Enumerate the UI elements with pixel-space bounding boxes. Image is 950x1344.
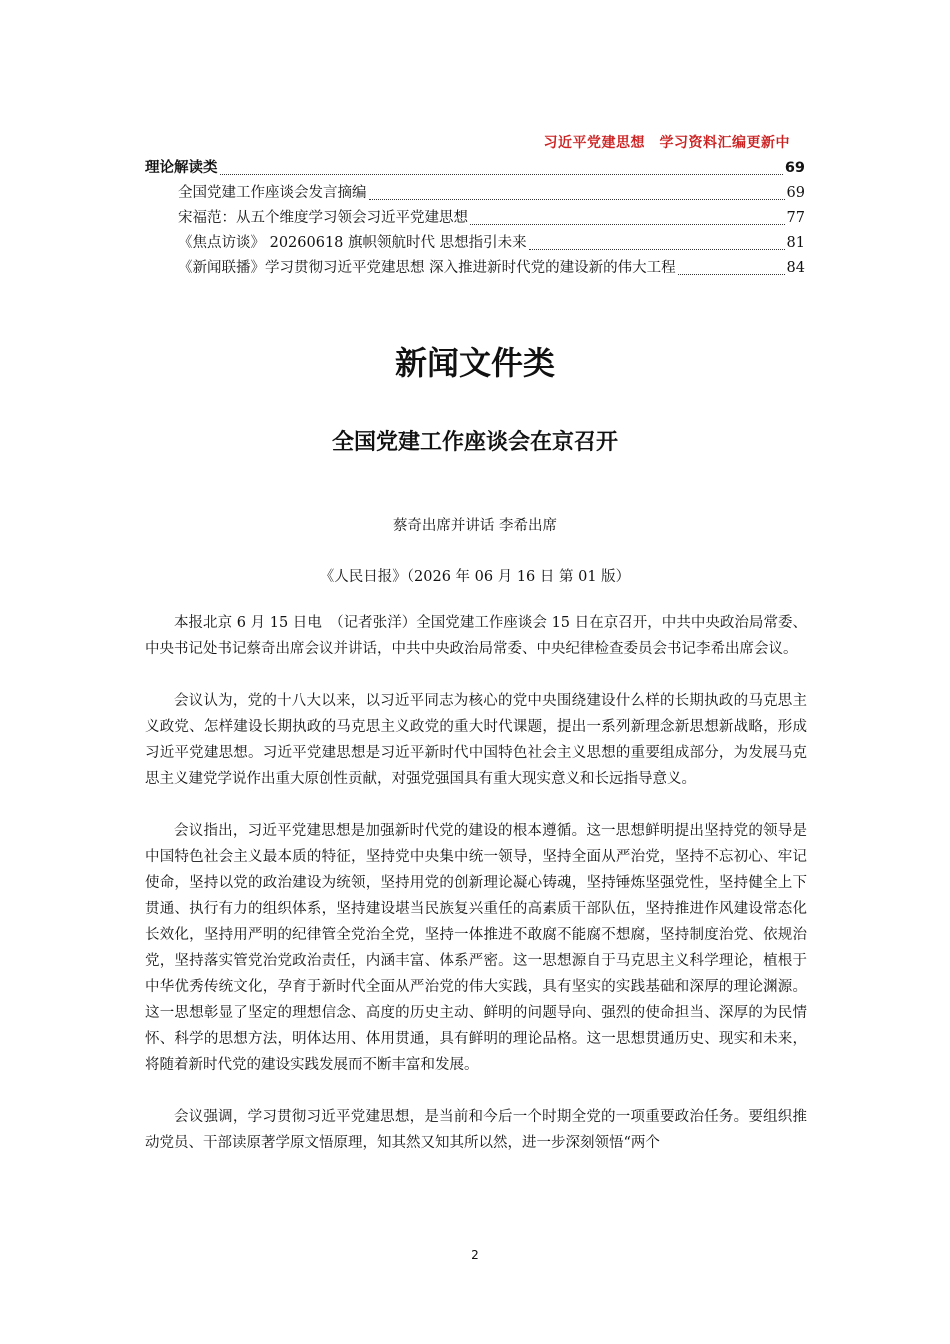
paragraph: 会议认为，党的十八大以来，以习近平同志为核心的党中央围绕建设什么样的长期执政的马克思主义政党、怎样建设长期执政的马克思主义政党的重大时代课题，提出一系列新理念新思想新战略，形成习近平党建思想。习近平党建思想是习近平新时代中国特色社会主义思想的重要组成部分，为发展马克思主义建党学说作出重大原创性贡献，对强党强国具有重大现实意义和长远指导意义。: [145, 693, 807, 787]
toc-entry-page: 77: [786, 210, 805, 226]
article-title: 全国党建工作座谈会在京召开: [331, 430, 618, 455]
page-number: 2: [471, 1248, 479, 1262]
toc-leader-dots: [529, 248, 785, 250]
toc-entry[interactable]: [145, 256, 805, 281]
toc-entry[interactable]: [145, 206, 805, 231]
paragraph: 本报北京 6 月 15 日电 （记者张洋）全国党建工作座谈会 15 日在京召开，中共中央政治局常委、中央书记处书记蔡奇出席会议并讲话，中共中央政治局常委、中央纪律检查委员会书记李希出席会议。: [145, 615, 807, 657]
toc-entry-title: 宋福范：从五个维度学习领会习近平党建思想: [178, 210, 468, 226]
article-source: 《人民日报》（2026 年 06 月 16 日 第 01 版）: [319, 569, 631, 585]
toc-entry-page: 69: [784, 160, 805, 176]
toc-leader-dots: [220, 173, 783, 175]
article-body: [145, 610, 807, 1182]
section-title: 新闻文件类: [394, 344, 555, 382]
header-note: 习近平党建思想 学习资料汇编更新中: [543, 135, 790, 151]
toc-leader-dots: [678, 273, 785, 275]
toc-entry-title: 全国党建工作座谈会发言摘编: [178, 185, 367, 201]
paragraph: 会议指出，习近平党建思想是加强新时代党的建设的根本遵循。这一思想鲜明提出坚持党的领导是中国特色社会主义最本质的特征，坚持党中央集中统一领导，坚持全面从严治党，坚持不忘初心、牢记使命，坚持以党的政治建设为统领，坚持用党的创新理论凝心铸魂，坚持锤炼坚强党性，坚持健全上下贯通、执行有力的组织体系，坚持建设堪当民族复兴重任的高素质干部队伍，坚持推进作风建设常态化长效化，坚持用严明的纪律管全党治全党，坚持一体推进不敢腐不能腐不想腐，坚持制度治党、依规治党，坚持落实管党治党政治责任，内涵丰富、体系严密。这一思想源自于马克思主义科学理论，植根于中华优秀传统文化，孕育于新时代全面从严治党的伟大实践，具有坚实的实践基础和深厚的理论渊源。这一思想彰显了坚定的理想信念、高度的历史主动、鲜明的问题导向、强烈的使命担当、深厚的为民情怀、科学的思想方法，明体达用、体用贯通，具有鲜明的理论品格。这一思想贯通历史、现实和未来，将随着新时代党的建设实践发展而不断丰富和发展。: [145, 823, 807, 1073]
toc-entry-title: 《焦点访谈》 20260618 旗帜领航时代 思想指引未来: [178, 235, 527, 251]
toc-entry-page: 84: [786, 260, 805, 276]
toc-entry[interactable]: [145, 231, 805, 256]
toc-entry-title: 《新闻联播》学习贯彻习近平党建思想 深入推进新时代党的建设新的伟大工程: [178, 260, 676, 276]
toc-leader-dots: [369, 198, 785, 200]
toc-leader-dots: [470, 223, 785, 225]
toc-entry[interactable]: [145, 156, 805, 181]
toc-entry-title: 理论解读类: [145, 160, 218, 176]
toc-entry-page: 81: [786, 235, 805, 251]
table-of-contents: [145, 156, 805, 281]
toc-entry[interactable]: [145, 181, 805, 206]
article-subtitle: 蔡奇出席并讲话 李希出席: [392, 518, 558, 534]
toc-entry-page: 69: [786, 185, 805, 201]
paragraph: 会议强调，学习贯彻习近平党建思想，是当前和今后一个时期全党的一项重要政治任务。要组织推动党员、干部读原著学原文悟原理，知其然又知其所以然，进一步深刻领悟“两个: [145, 1109, 807, 1151]
